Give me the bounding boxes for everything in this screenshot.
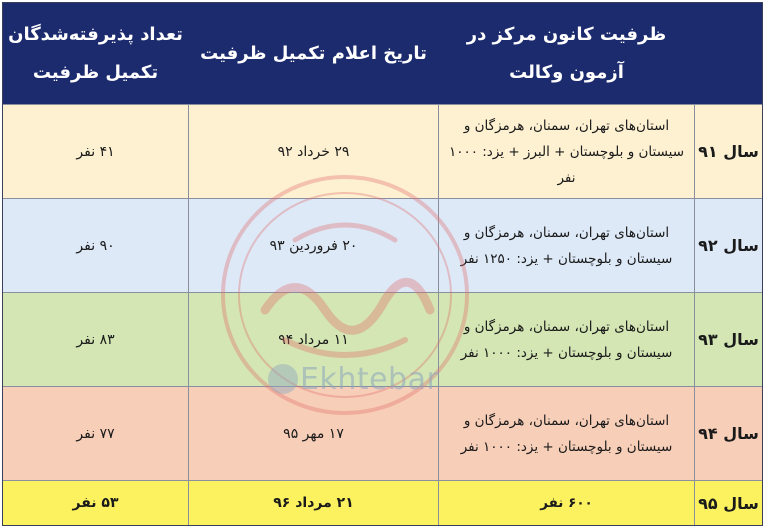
table-row (3, 481, 762, 525)
capacity-cell: استان‌های تهران، سمنان، هرمزگان و سیستان و بلوچستان + یزد: ۱۲۵۰ نفر (438, 199, 694, 292)
count-cell: ۴۱ نفر (76, 143, 115, 160)
year-cell: سال ۹۱ (694, 105, 762, 198)
year-cell: سال ۹۳ (694, 293, 762, 386)
table-row (3, 387, 762, 481)
table-header (3, 3, 762, 105)
date-cell: ۱۱ مرداد ۹۴ (188, 293, 438, 386)
year-cell: سال ۹۲ (694, 199, 762, 292)
watermark-brand: Ekhtebar (300, 362, 440, 397)
count-cell: ۵۳ نفر (72, 495, 119, 511)
date-cell: ۱۷ مهر ۹۵ (188, 387, 438, 480)
count-cell: ۸۳ نفر (76, 331, 115, 348)
capacity-cell: استان‌های تهران، سمنان، هرمزگان و سیستان و بلوچستان + البرز + یزد: ۱۰۰۰ نفر (438, 105, 694, 198)
count-cell: ۹۰ نفر (76, 237, 115, 254)
telegram-icon (268, 364, 298, 394)
header-count: تعداد پذیرفته‌شدگان تکمیل ظرفیت (8, 23, 183, 83)
table-row (3, 199, 762, 293)
header-year (694, 3, 762, 104)
capacity-cell: استان‌های تهران، سمنان، هرمزگان و سیستان و بلوچستان + یزد: ۱۰۰۰ نفر (438, 293, 694, 386)
date-cell: ۲۰ فروردین ۹۳ (188, 199, 438, 292)
capacity-cell: ۶۰۰ نفر (438, 481, 694, 525)
header-date: تاریخ اعلام تکمیل ظرفیت (188, 3, 438, 104)
header-capacity: ظرفیت کانون مرکز در آزمون وکالت (438, 3, 694, 104)
count-cell: ۷۷ نفر (76, 425, 115, 442)
year-cell: سال ۹۴ (694, 387, 762, 480)
date-cell: ۲۹ خرداد ۹۲ (188, 105, 438, 198)
table-row (3, 105, 762, 199)
date-cell: ۲۱ مرداد ۹۶ (188, 481, 438, 525)
year-cell: سال ۹۵ (694, 481, 762, 525)
capacity-table (2, 2, 763, 526)
capacity-cell: استان‌های تهران، سمنان، هرمزگان و سیستان و بلوچستان + یزد: ۱۰۰۰ نفر (438, 387, 694, 480)
